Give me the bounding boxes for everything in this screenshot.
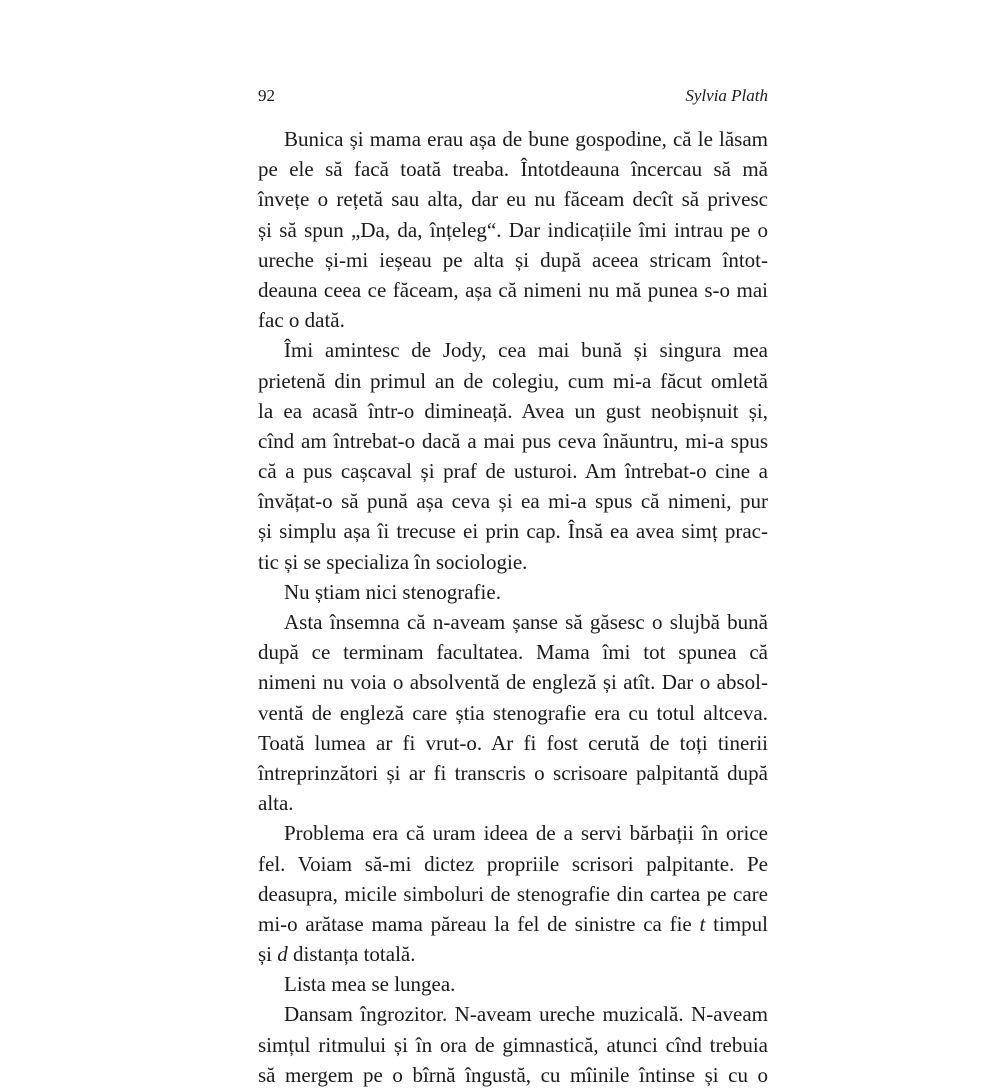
text-line: prietenă din primul an de colegiu, cum mi-a făcut omletă (258, 368, 768, 393)
text-line: Nu știam nici stenografie. (284, 579, 501, 604)
text-line: simțul ritmului și în ora de gimnastică, atunci cînd trebuia (258, 1032, 768, 1057)
text-line: fac o dată. (258, 308, 345, 333)
text-line: ventă de engleză care știa stenografie era cu totul altceva. (258, 700, 768, 725)
italic-variable: d (277, 942, 288, 967)
text-line: nimeni nu voia o absolventă de engleză și atît. Dar o absol- (258, 670, 768, 695)
text-line: deauna ceea ce făceam, așa că nimeni nu mă punea s-o mai (258, 277, 768, 302)
text-line: Dansam îngrozitor. N-aveam ureche muzicală. N-aveam (284, 1002, 768, 1027)
text-line: învățat-o să pună așa ceva și ea mi-a spus că nimeni, pur (258, 489, 768, 514)
text-line: ureche și-mi ieșeau pe alta și după aceea stricam întot- (258, 247, 768, 272)
text-line: tic și se specializa în sociologie. (258, 549, 528, 574)
text-line: că a pus cașcaval și praf de usturoi. Am întrebat-o cine a (258, 459, 768, 484)
text-line: Asta însemna că n-aveam șanse să găsesc o slujbă bună (284, 610, 768, 634)
running-head-author: Sylvia Plath (685, 86, 768, 105)
text-line: învețe o rețetă sau alta, dar eu nu făceam decît să privesc (258, 187, 768, 212)
text-line: mi-o arătase mama păreau la fel de sinistre ca fie t timpul (258, 911, 769, 936)
text-line: Bunica și mama erau așa de bune gospodine, că le lăsam (284, 127, 768, 151)
text-line: Toată lumea ar fi vrut-o. Ar fi fost cerută de toți tinerii (258, 730, 768, 755)
page-header (258, 80, 768, 116)
text-line: pe ele să facă toată treaba. Întotdeauna încercau să mă (258, 157, 768, 182)
text-line: alta. (258, 791, 294, 816)
text-line: la ea acasă într-o dimineață. Avea un gust neobișnuit și, (258, 398, 768, 423)
text-line: după ce terminam facultatea. Mama îmi tot spunea că (258, 640, 768, 665)
text-line: cînd am întrebat-o dacă a mai pus ceva înăuntru, mi-a spus (258, 428, 768, 453)
text-line: și d distanța totală. (258, 942, 416, 967)
book-page (258, 80, 769, 1087)
text-line: și să spun „Da, da, înțeleg“. Dar indicațiile îmi intrau pe o (258, 217, 768, 242)
text-line: fel. Voiam să-mi dictez propriile scrisori palpitante. Pe (258, 851, 768, 876)
italic-variable: t (699, 911, 706, 936)
text-line: Problema era că uram ideea de a servi bărbații în orice (284, 821, 768, 846)
text-line: deasupra, micile simboluri de stenografie din cartea pe care (258, 881, 768, 906)
text-line: Lista mea se lungea. (284, 972, 456, 997)
text-line: să mergem pe o bîrnă îngustă, cu mîinile întinse și cu o (258, 1062, 768, 1087)
text-line: întreprinzători și ar fi transcris o scrisoare palpitantă după (258, 760, 768, 785)
body-text (258, 124, 768, 1090)
text-line: Îmi amintesc de Jody, cea mai bună și singura mea (284, 338, 768, 363)
page-number: 92 (258, 86, 275, 105)
text-line: și simplu așa îi trecuse ei prin cap. Însă ea avea simț prac- (258, 519, 768, 544)
